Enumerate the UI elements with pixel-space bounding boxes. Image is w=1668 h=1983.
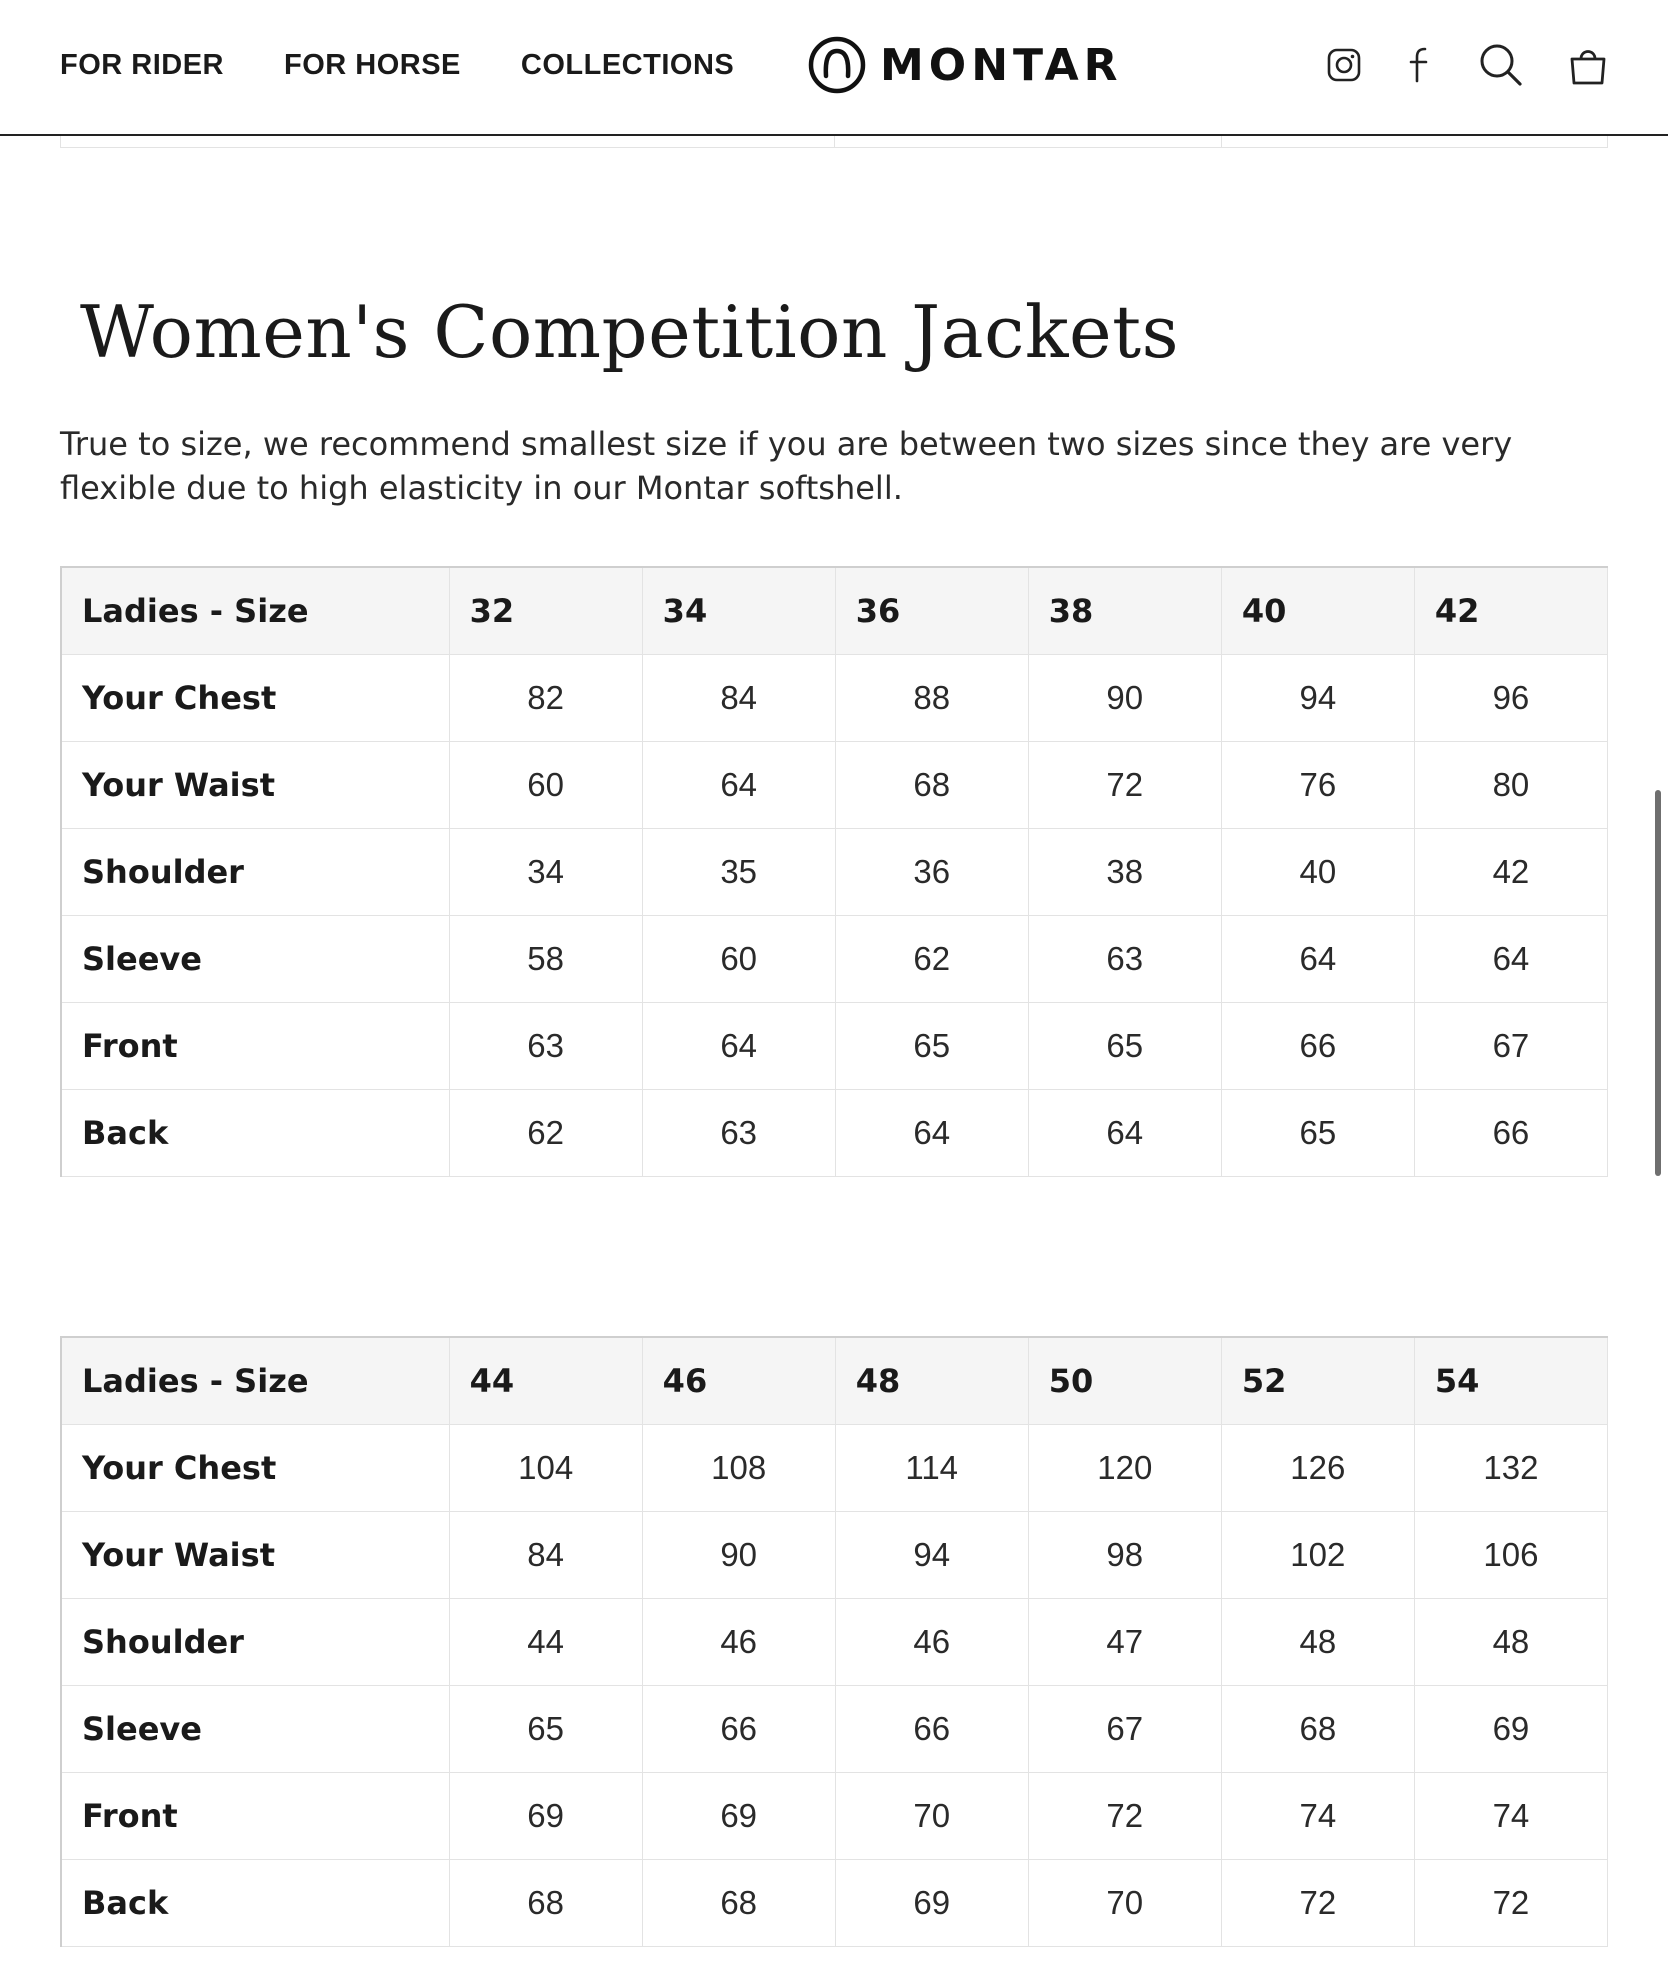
cell-value: 84 — [642, 654, 835, 741]
table-row — [61, 1424, 1608, 1511]
size-header: 40 — [1221, 567, 1414, 654]
row-label: Your Waist — [61, 741, 449, 828]
cell-value: 42 — [1414, 828, 1607, 915]
facebook-icon[interactable] — [1406, 46, 1434, 84]
table-row — [61, 1511, 1608, 1598]
cell-value: 80 — [1414, 741, 1607, 828]
size-table-2 — [60, 1336, 1608, 1947]
row-label: Shoulder — [61, 828, 449, 915]
cell-value: 68 — [449, 1859, 642, 1946]
cell-value: 46 — [642, 1598, 835, 1685]
cell-value: 74 — [1221, 1772, 1414, 1859]
size-header: 42 — [1414, 567, 1607, 654]
size-header: 38 — [1028, 567, 1221, 654]
cell-value: 67 — [1028, 1685, 1221, 1772]
cell-value: 58 — [449, 915, 642, 1002]
size-header: 50 — [1028, 1337, 1221, 1424]
cell-value: 65 — [449, 1685, 642, 1772]
cell-value: 63 — [642, 1089, 835, 1176]
cell-value: 68 — [1221, 1685, 1414, 1772]
cell-value: 114 — [835, 1424, 1028, 1511]
cell-value: 104 — [449, 1424, 642, 1511]
cell-value: 69 — [1414, 1685, 1607, 1772]
cell-value: 69 — [835, 1859, 1028, 1946]
instagram-icon[interactable] — [1326, 47, 1362, 83]
nav-collections[interactable]: COLLECTIONS — [520, 48, 735, 81]
cell-value: 34 — [449, 828, 642, 915]
cell-value: 64 — [642, 1002, 835, 1089]
cell-value: 90 — [642, 1511, 835, 1598]
nav-for-horse[interactable]: FOR HORSE — [284, 48, 461, 81]
cell-value: 102 — [1221, 1511, 1414, 1598]
table-header-row — [61, 1337, 1608, 1424]
cell-value: 69 — [642, 1772, 835, 1859]
cell-value: 69 — [449, 1772, 642, 1859]
cell-value: 64 — [642, 741, 835, 828]
table-row — [61, 1772, 1608, 1859]
cell-value: 66 — [642, 1685, 835, 1772]
cell-value: 68 — [642, 1859, 835, 1946]
size-intro-text: True to size, we recommend smallest size if you are between two sizes since they are very flexible due to high elasticity in our Montar softshell. — [60, 425, 1513, 507]
row-label: Your Waist — [61, 1511, 449, 1598]
cell-value: 96 — [1414, 654, 1607, 741]
row-label: Back — [61, 1089, 449, 1176]
table-row — [61, 828, 1608, 915]
search-icon[interactable] — [1478, 42, 1524, 88]
cell-value: 62 — [835, 915, 1028, 1002]
cell-value: 106 — [1414, 1511, 1607, 1598]
cell-value: 40 — [1221, 828, 1414, 915]
cell-value: 66 — [1414, 1089, 1607, 1176]
row-label: Front — [61, 1002, 449, 1089]
cell-value: 132 — [1414, 1424, 1607, 1511]
cell-value: 65 — [835, 1002, 1028, 1089]
cell-value: 47 — [1028, 1598, 1221, 1685]
main-nav — [60, 0, 794, 130]
cell-value: 98 — [1028, 1511, 1221, 1598]
cell-value: 72 — [1221, 1859, 1414, 1946]
row-label: Front — [61, 1772, 449, 1859]
cell-value: 94 — [1221, 654, 1414, 741]
brand-name: MONTAR — [880, 39, 1123, 91]
size-header: 34 — [642, 567, 835, 654]
cell-value: 70 — [835, 1772, 1028, 1859]
table-row — [61, 1859, 1608, 1946]
header-label: Ladies - Size — [61, 1337, 449, 1424]
table-header-row — [61, 567, 1608, 654]
cart-icon[interactable] — [1568, 43, 1608, 87]
cell-value: 66 — [835, 1685, 1028, 1772]
cell-value: 36 — [835, 828, 1028, 915]
row-label: Sleeve — [61, 915, 449, 1002]
size-header: 44 — [449, 1337, 642, 1424]
size-header: 48 — [835, 1337, 1028, 1424]
cell-value: 65 — [1028, 1002, 1221, 1089]
cell-value: 90 — [1028, 654, 1221, 741]
row-label: Shoulder — [61, 1598, 449, 1685]
size-header: 32 — [449, 567, 642, 654]
cell-value: 48 — [1414, 1598, 1607, 1685]
cell-value: 76 — [1221, 741, 1414, 828]
cell-value: 88 — [835, 654, 1028, 741]
size-header: 36 — [835, 567, 1028, 654]
cell-value: 60 — [449, 741, 642, 828]
cell-value: 72 — [1028, 741, 1221, 828]
size-header: 46 — [642, 1337, 835, 1424]
cell-value: 62 — [449, 1089, 642, 1176]
site-header — [0, 0, 1668, 136]
cell-value: 63 — [1028, 915, 1221, 1002]
montar-logo-icon — [808, 36, 866, 94]
size-header: 54 — [1414, 1337, 1607, 1424]
cell-value: 64 — [1221, 915, 1414, 1002]
cell-value: 84 — [449, 1511, 642, 1598]
cell-value: 48 — [1221, 1598, 1414, 1685]
table-row — [61, 1002, 1608, 1089]
table-row — [61, 915, 1608, 1002]
cell-value: 120 — [1028, 1424, 1221, 1511]
cell-value: 74 — [1414, 1772, 1607, 1859]
previous-table-edge — [60, 136, 1608, 148]
cell-value: 108 — [642, 1424, 835, 1511]
header-icons — [1282, 40, 1608, 90]
row-label: Back — [61, 1859, 449, 1946]
cell-value: 66 — [1221, 1002, 1414, 1089]
cell-value: 82 — [449, 654, 642, 741]
table-row — [61, 654, 1608, 741]
row-label: Your Chest — [61, 654, 449, 741]
cell-value: 65 — [1221, 1089, 1414, 1176]
table-row — [61, 741, 1608, 828]
cell-value: 72 — [1028, 1772, 1221, 1859]
cell-value: 70 — [1028, 1859, 1221, 1946]
cell-value: 44 — [449, 1598, 642, 1685]
cell-value: 64 — [1028, 1089, 1221, 1176]
cell-value: 60 — [642, 915, 835, 1002]
cell-value: 35 — [642, 828, 835, 915]
cell-value: 126 — [1221, 1424, 1414, 1511]
size-header: 52 — [1221, 1337, 1414, 1424]
table-row — [61, 1598, 1608, 1685]
page-scrollbar[interactable] — [1655, 790, 1661, 1176]
brand-logo[interactable] — [808, 30, 1123, 100]
cell-value: 67 — [1414, 1002, 1607, 1089]
cell-value: 64 — [1414, 915, 1607, 1002]
cell-value: 46 — [835, 1598, 1028, 1685]
table-row — [61, 1685, 1608, 1772]
row-label: Sleeve — [61, 1685, 449, 1772]
header-label: Ladies - Size — [61, 567, 449, 654]
table-row — [61, 1089, 1608, 1176]
cell-value: 72 — [1414, 1859, 1607, 1946]
cell-value: 68 — [835, 741, 1028, 828]
size-table-1 — [60, 566, 1608, 1177]
cell-value: 63 — [449, 1002, 642, 1089]
nav-for-rider[interactable]: FOR RIDER — [60, 48, 224, 81]
cell-value: 64 — [835, 1089, 1028, 1176]
row-label: Your Chest — [61, 1424, 449, 1511]
page-title: Women's Competition Jackets — [80, 290, 1180, 374]
cell-value: 38 — [1028, 828, 1221, 915]
cell-value: 94 — [835, 1511, 1028, 1598]
